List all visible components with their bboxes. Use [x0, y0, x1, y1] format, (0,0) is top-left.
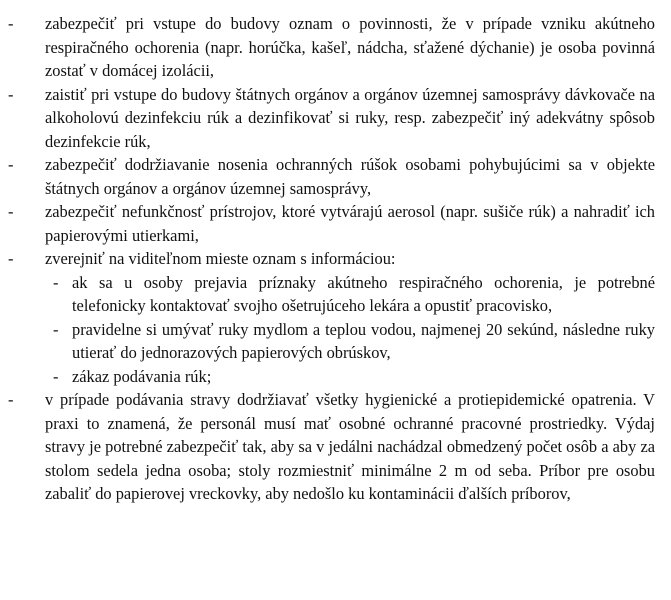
list-bullet: - [8, 155, 14, 174]
list-bullet: - [8, 249, 14, 268]
list-item-text: zabezpečiť pri vstupe do budovy oznam o povinnosti, že v prípade vzniku akútneho respiračného ochorenia (napr. horúčka, kašeľ, nádcha, sťažené dýchanie) je osoba povinná zostať v domácej izolácii, [45, 14, 655, 80]
sub-list-item [0, 318, 671, 365]
sub-list-item-text: zákaz podávania rúk; [72, 366, 212, 386]
list-bullet: - [8, 14, 14, 33]
sub-list-item [0, 365, 671, 389]
list-item [0, 388, 671, 506]
list-item [0, 200, 671, 247]
list-item-text: v prípade podávania stravy dodržiavať všetky hygienické a protiepidemické opatrenia. V praxi to znamená, že personál musí mať osobné ochranné pracovné prostriedky. Výdaj stravy je potrebné zabezpečiť tak, aby sa v jedálni nachádzal obmedzený počet osôb a aby za stolom sedela jedna osoba; stoly rozmiestniť minimálne 2 m od seba. Príbor pre osobu zabaliť do papierovej vreckovky, aby nedošlo ku kontaminácii ďalších príborov, [45, 390, 655, 503]
list-item-text: zverejniť na viditeľnom mieste oznam s informáciou: [45, 249, 396, 268]
list-item-text: zabezpečiť nefunkčnosť prístrojov, ktoré vytvárajú aerosol (napr. sušiče rúk) a nahradiť ich papierovými utierkami, [45, 202, 655, 245]
sub-list-bullet: - [53, 366, 59, 386]
list-bullet: - [8, 84, 14, 104]
sub-list-item [0, 271, 671, 318]
sub-list-item-text: pravidelne si umývať ruky mydlom a teplou vodou, najmenej 20 sekúnd, následne ruky utierať do jednorazových papierových obrúskov, [72, 319, 655, 362]
sub-list-item-text: ak sa u osoby prejavia príznaky akútneho respiračného ochorenia, je potrebné telefonicky kontaktovať svojho ošetrujúceho lekára a opustiť pracovisko, [72, 272, 655, 315]
list-item [0, 153, 671, 200]
list-bullet: - [8, 202, 14, 221]
list-item [0, 247, 671, 271]
sub-list-bullet: - [53, 319, 59, 339]
document-page [0, 12, 671, 506]
list-item-text: zaistiť pri vstupe do budovy štátnych orgánov a orgánov územnej samosprávy dávkovače na alkoholovú dezinfekciu rúk a dezinfikovať si ruky, resp. zabezpečiť iný adekvátny spôsob dezinfekcie rúk, [45, 84, 655, 151]
list-item [0, 12, 671, 83]
list-bullet: - [8, 390, 14, 409]
list-item-text: zabezpečiť dodržiavanie nosenia ochranných rúšok osobami pohybujúcimi sa v objekte štátnych orgánov a orgánov územnej samosprávy, [45, 155, 655, 198]
sub-list-bullet: - [53, 272, 59, 292]
list-item [0, 83, 671, 154]
